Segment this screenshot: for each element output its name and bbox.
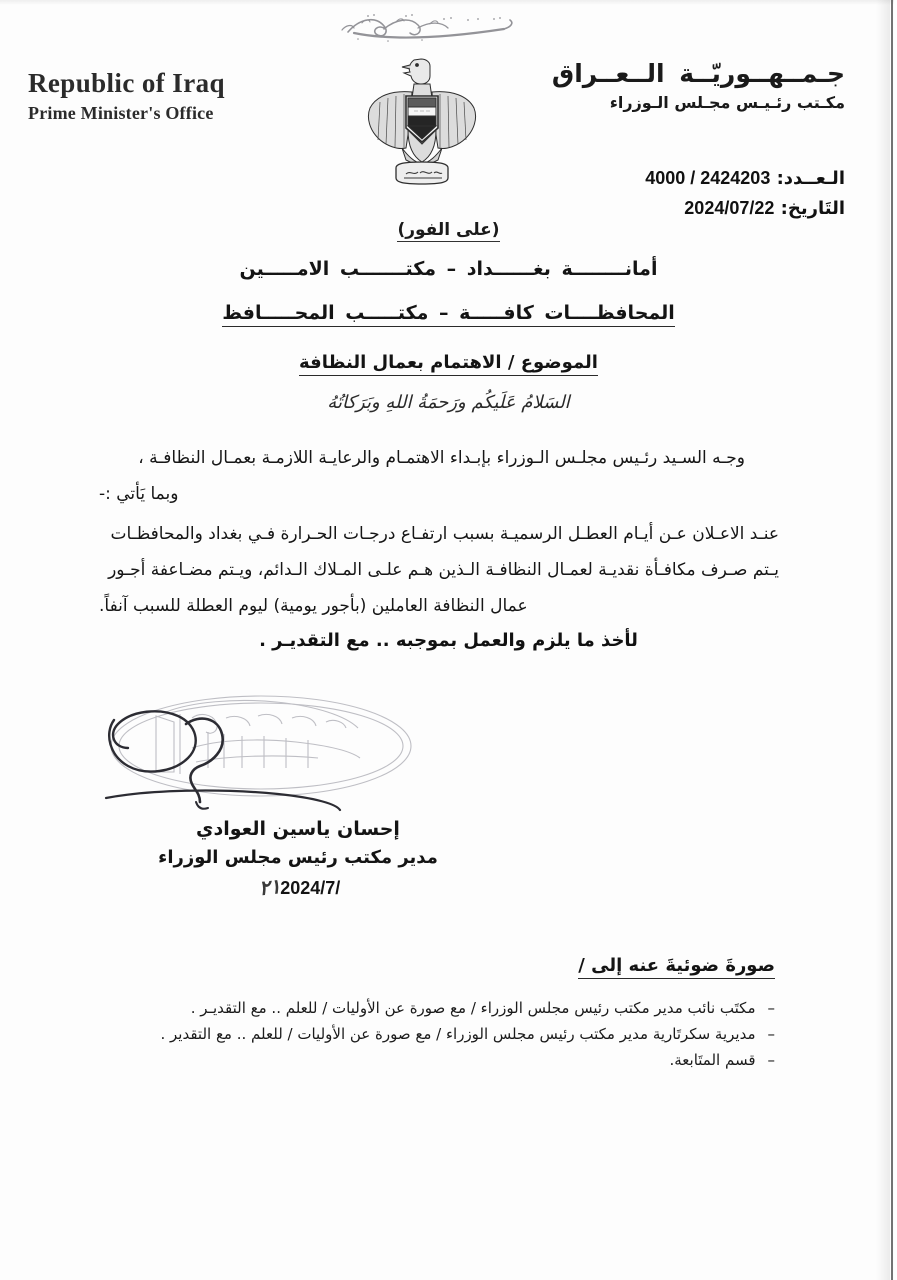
- header-office-english: Prime Minister's Office: [28, 103, 214, 124]
- handwritten-signature-icon: [88, 690, 418, 815]
- recipients-block: [0, 258, 897, 346]
- cc-bullet-dash: –: [767, 1051, 775, 1069]
- signature-date-handwritten-day: ٢١: [257, 873, 282, 901]
- recipient-text-2: المحافظــــات كافـــــة – مكتـــــب المحـــــافظ: [222, 302, 675, 327]
- reference-block: [505, 168, 845, 228]
- urgency-text: (على الفور): [397, 220, 500, 240]
- recipient-text-1: أمانــــــــة بغــــــداد – مكتـــــــب الامـــــين: [239, 258, 658, 280]
- reference-number-label: الـعــدد:: [776, 168, 845, 189]
- header-arabic: [515, 58, 845, 112]
- body-paragraph-1: وجـه السـيد رئـيس مجلـس الـوزراء بإبـداء الاهتمـام والرعايـة اللازمـة بعمـال النظافـة ،: [138, 448, 745, 468]
- signature-date-prefix: 2024/7/: [280, 878, 341, 898]
- cc-item-text: مديرية سكرتَارية مدير مكتب رئيس مجلس الوزراء / مع صورة عن الأوليات / للعلم .. مع التقدير .: [160, 1025, 756, 1043]
- closing-line: لأخذ ما يلزم والعمل بموجبه .. مع التقديـر .: [259, 630, 638, 651]
- recipient-line-2: [0, 302, 897, 324]
- signature-date-row: [88, 875, 508, 899]
- urgency-marker: [0, 220, 897, 240]
- cc-item-text: مكتَب نائب مدير مكتب رئيس مجلس الوزراء / مع صورة عن الأوليات / للعلم .. مع التقديـر .: [190, 999, 756, 1017]
- iraq-eagle-emblem-icon: [352, 52, 492, 192]
- subject-text: الموضوع / الاهتمام بعمال النظافة: [299, 352, 598, 376]
- recipient-line-1: [0, 258, 897, 280]
- header-english: [28, 68, 328, 124]
- letter-body: [99, 440, 779, 624]
- scan-top-shading: [0, 0, 897, 5]
- cc-title-text: صورةَ ضوئيةَ عنه إلى /: [578, 955, 775, 979]
- cc-list-item: [75, 1021, 775, 1047]
- header-country-english: Republic of Iraq: [28, 68, 225, 98]
- signatory-title: مدير مكتب رئيس مجلس الوزراء: [158, 847, 438, 868]
- reference-number-row: [505, 168, 845, 189]
- header-office-arabic: مكـتب رئـيـس مجـلس الـوزراء: [609, 93, 845, 113]
- body-paragraph-1-tail: وبما يَأتي :-: [99, 484, 179, 504]
- subject-line: [0, 352, 897, 373]
- cc-bullet-dash: –: [767, 999, 775, 1017]
- body-paragraph-2-line-1: عنـد الاعـلان عـن أيـام العطـل الرسميـة بسبب ارتفـاع درجـات الحـرارة فـي بغداد والمحافظـات: [110, 524, 779, 544]
- document-date-value: 2024/07/22: [684, 198, 775, 218]
- body-paragraph-2-line-2: يـتم صـرف مكافـأة نقديـة لعمـال النظافـة الـذين هـم علـى المـلاك الـدائم، ويـتم مضـاعفة أجـور: [108, 560, 779, 580]
- cc-title: [578, 955, 775, 976]
- body-paragraph-2-line-3: عمال النظافة العاملين (بأجور يومية) ليوم العطلة للسبب آنفاً.: [99, 596, 528, 616]
- cc-list: [75, 995, 775, 1073]
- header-country-arabic: جـمــهــوريّــة الــعــراق: [551, 59, 845, 88]
- signature-block: [88, 818, 508, 899]
- cc-list-item: [75, 995, 775, 1021]
- cc-item-text: قسم المتَابعة.: [669, 1051, 756, 1069]
- cc-list-item: [75, 1047, 775, 1073]
- document-date-label: التَاريخ:: [780, 198, 845, 219]
- cc-bullet-dash: –: [767, 1025, 775, 1043]
- salutation-calligraphy: السَلامُ عَلَيكُم ورَحمَةُ اللهِ وبَرَكاتُهُ: [327, 392, 570, 413]
- bismillah-calligraphy-icon: [318, 6, 533, 48]
- document-date-row: [505, 198, 845, 219]
- signatory-name: إحسان ياسين العوادي: [196, 818, 400, 840]
- reference-number-value: 2424203 / 4000: [645, 168, 771, 188]
